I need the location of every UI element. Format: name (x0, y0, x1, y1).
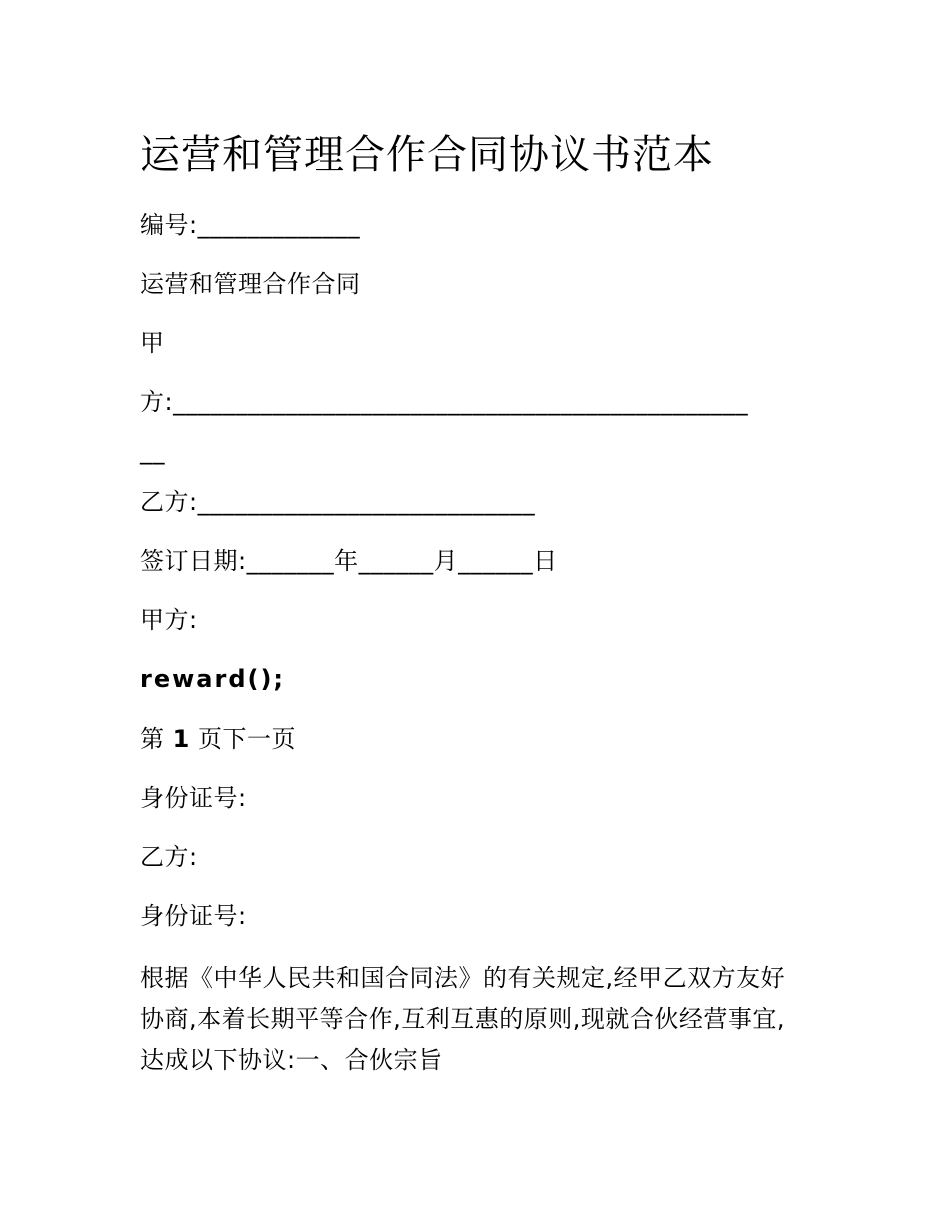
code-snippet: reward(); (140, 665, 286, 693)
contract-subtitle: 运营和管理合作合同 (140, 270, 361, 298)
party-a-label: 甲方: (140, 606, 198, 634)
party-a-line: 方:______________________________________________ (140, 388, 749, 416)
page-navigator (140, 724, 296, 754)
party-b-line: 乙方:___________________________ (140, 488, 536, 516)
party-a-char: 甲 (140, 329, 165, 357)
pager-prefix: 第 (140, 725, 173, 753)
document-title: 运营和管理合作合同协议书范本 (140, 132, 714, 178)
contract-number-line: 编号:_____________ (140, 211, 361, 239)
party-b-id-label: 身份证号: (140, 902, 247, 930)
party-b-label: 乙方: (140, 843, 198, 871)
sign-date-line: 签订日期:_______年______月______日 (140, 547, 558, 575)
pager-page-number: 1 (172, 725, 190, 753)
party-a-line-continuation: __ (140, 437, 165, 465)
pager-next-link[interactable]: 页下一页 (189, 725, 296, 753)
party-a-id-label: 身份证号: (140, 784, 247, 812)
agreement-paragraph: 根据《中华人民共和国合同法》的有关规定,经甲乙双方友好协商,本着长期平等合作,互利互惠的原则,现就合伙经营事宜,达成以下协议:一、合伙宗旨 (140, 964, 786, 1074)
